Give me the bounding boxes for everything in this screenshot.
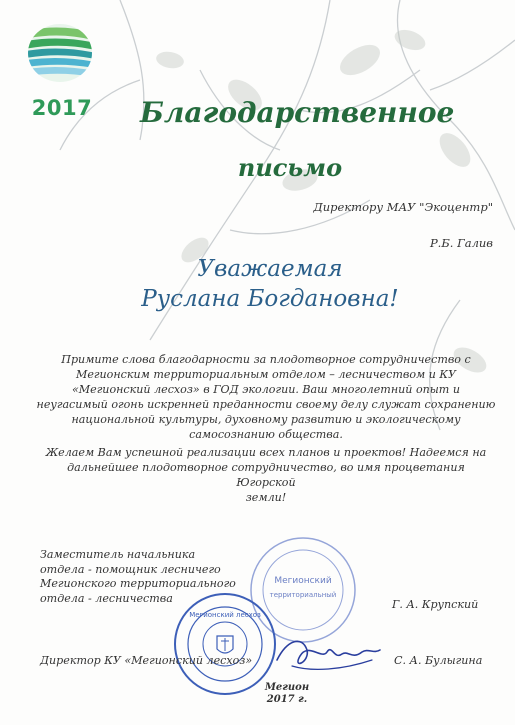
ecology-year-logo-icon (20, 22, 100, 84)
signatory-1-title (40, 548, 270, 606)
place-city: Мегион (264, 682, 310, 693)
signatory-2-title: Директор КУ «Мегионский лесхоз» (40, 654, 253, 667)
handwritten-signature (272, 630, 382, 678)
signatory-1-title-line: Мегионского территориального (40, 577, 236, 591)
wish-line: дальнейшее плодотворное сотрудничество, во имя процветания Югорской (67, 460, 465, 489)
wish-line: земли! (245, 490, 287, 504)
body-line: Мегионским территориальным отделом – лесничеством и КУ (76, 368, 456, 382)
stamp-1-title: Мегионский (274, 576, 332, 586)
signatory-2-name: С. А. Булыгина (394, 654, 483, 667)
signatory-1-title-line: отдела - помощник лесничего (40, 562, 221, 576)
body-line: «Мегионский лесхоз» в ГОД экологии. Ваш многолетний опыт и (71, 383, 461, 397)
body-line: неугасимый огонь искренней преданности своему делу служат сохранению (36, 398, 496, 412)
place-year: 2017 г. (266, 694, 308, 705)
recipient-position: Директору МАУ "Экоцентр" (313, 200, 493, 214)
body-line: Примите слова благодарности за плодотворное сотрудничество с (61, 353, 471, 366)
letter-body (36, 352, 496, 505)
greeting-salutation: Уважаемая (197, 256, 343, 282)
signatory-1-name: Г. А. Крупский (392, 598, 479, 611)
body-line: национальной культуры, духовному развитию и экологическому (71, 413, 461, 427)
greeting-name: Руслана Богдановна! (141, 286, 399, 312)
letter-subtitle: письмо (237, 153, 343, 182)
recipient-name: Р.Б. Галив (429, 236, 493, 250)
logo-year: 2017 (31, 96, 93, 120)
body-line: самосознанию общества. (189, 428, 343, 442)
signatory-1-title-line: Заместитель начальника (40, 548, 196, 561)
wish-line: Желаем Вам успешной реализации всех планов и проектов! Надеемся на (45, 445, 487, 459)
letter-title: Благодарственное (140, 96, 455, 129)
place-and-year (262, 682, 312, 706)
signatory-1-title-line: отдела - лесничества (40, 591, 173, 605)
stamp-2-title: Мегионский лесхоз (189, 611, 261, 619)
stamp-1-subtitle: территориальный (269, 591, 337, 599)
